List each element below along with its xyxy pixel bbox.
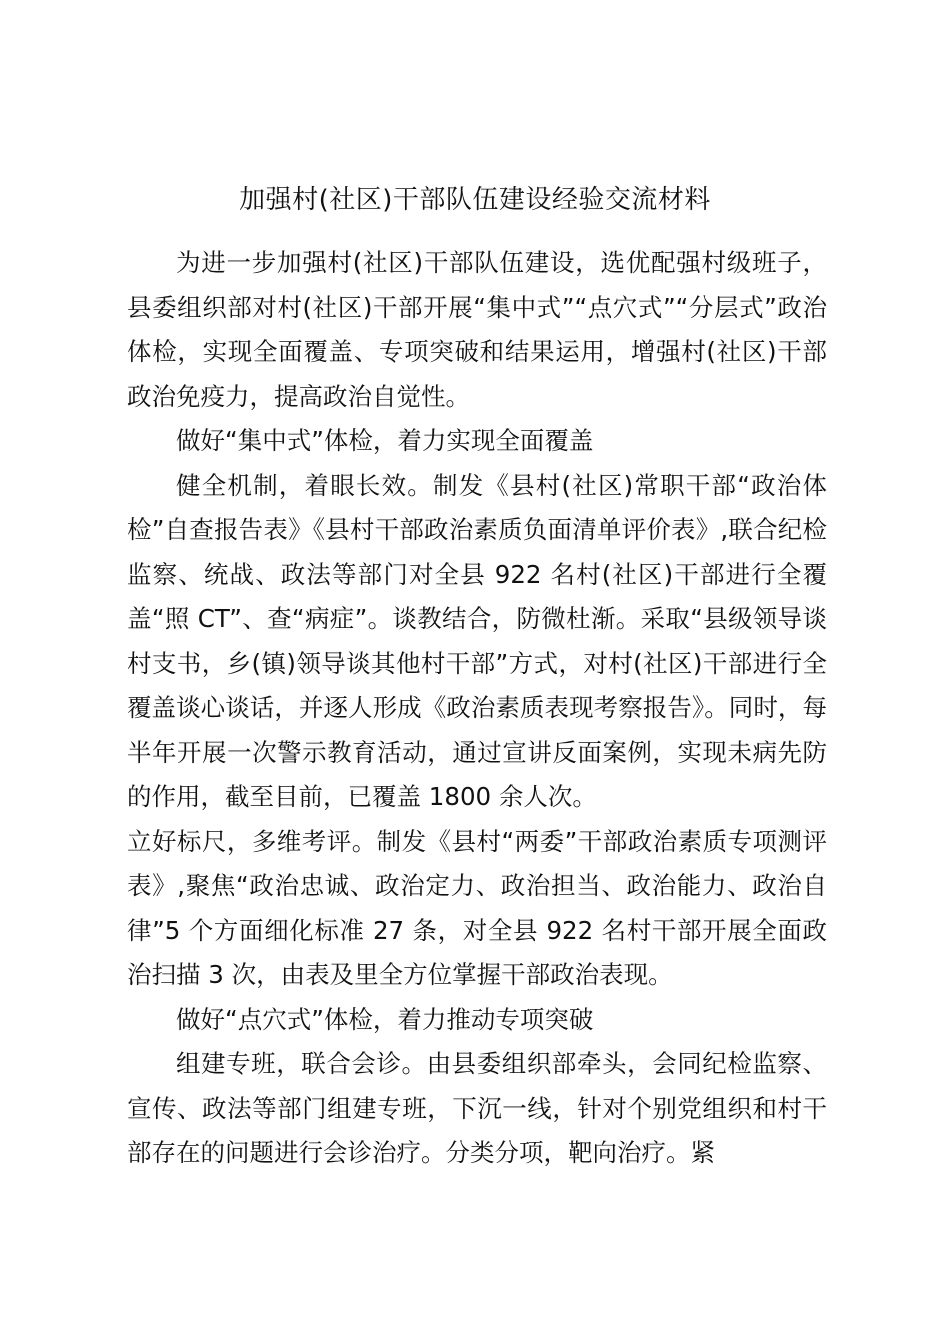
section-heading-1: 做好“集中式”体检，着力实现全面覆盖 (176, 426, 594, 455)
paragraph-standards: 立好标尺，多维考评。制发《县村“两委”干部政治素质专项测评表》,聚焦“政治忠诚、政治定力、政治担当、政治能力、政治自律”5 个方面细化标准 27 条，对全县 922 名村干部开展全面政治扫描 3 次，由表及里全方位掌握干部政治表现。 (127, 826, 827, 989)
section-heading-2: 做好“点穴式”体检，着力推动专项突破 (176, 1004, 594, 1034)
paragraph-special-team: 组建专班，联合会诊。由县委组织部牵头，会同纪检监察、宣传、政法等部门组建专班，下沉一线，针对个别党组织和村干部存在的问题进行会诊治疗。分类分项，靶向治疗。紧 (127, 1049, 827, 1167)
paragraph-mechanism: 健全机制，着眼长效。制发《县村(社区)常职干部“政治体检”自查报告表》《县村干部政治素质负面清单评价表》,联合纪检监察、统战、政法等部门对全县 922 名村(社区)干部进行全覆盖“照 CT”、查“病症”。谈教结合，防微杜渐。采取“县级领导谈村支书，乡(镇)领导谈其他村干部”方式，对村(社区)干部进行全覆盖谈心谈话，并逐人形成《政治素质表现考察报告》。同时，每半年开展一次警示教育活动，通过宣讲反面案例，实现未病先防的作用，截至目前，已覆盖 1800 余人次。 (127, 470, 827, 811)
paragraph-intro: 为进一步加强村(社区)干部队伍建设，选优配强村级班子，县委组织部对村(社区)干部开展“集中式”“点穴式”“分层式”政治体检，实现全面覆盖、专项突破和结果运用，增强村(社区)干部政治免疫力，提高政治自觉性。 (127, 248, 827, 411)
document-body (127, 241, 827, 1176)
document-title: 加强村(社区)干部队伍建设经验交流材料 (239, 185, 711, 215)
